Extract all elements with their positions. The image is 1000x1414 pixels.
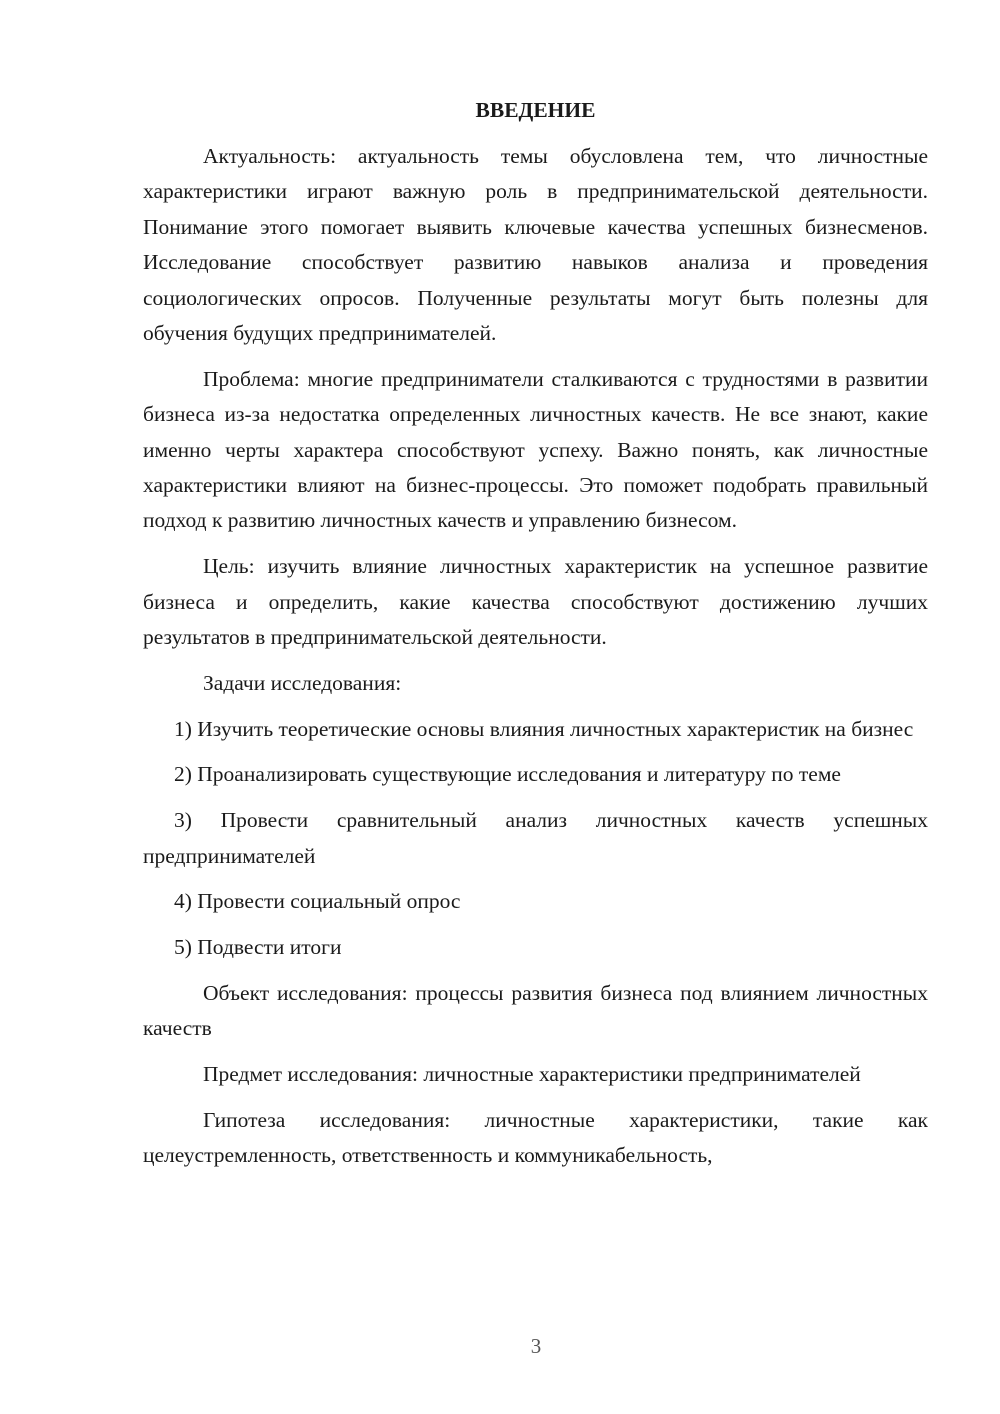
document-page bbox=[143, 94, 928, 1184]
goal-paragraph: Цель: изучить влияние личностных характеристик на успешное развитие бизнеса и определить, какие качества способствуют достижению лучших результатов в предпринимательской деятельности. bbox=[143, 554, 928, 650]
page-number: 3 bbox=[530, 1334, 542, 1358]
task-item: 4) Провести социальный опрос bbox=[174, 889, 461, 914]
subject-paragraph: Предмет исследования: личностные характеристики предпринимателей bbox=[203, 1062, 861, 1087]
tasks-heading: Задачи исследования: bbox=[203, 670, 402, 695]
task-item: 5) Подвести итоги bbox=[174, 935, 342, 960]
page-title: ВВЕДЕНИЕ bbox=[475, 98, 596, 122]
hypothesis-paragraph: Гипотеза исследования: личностные характеристики, такие как целеустремленность, ответственность и коммуникабельность, bbox=[143, 1108, 928, 1168]
relevance-paragraph: Актуальность: актуальность темы обусловлена тем, что личностные характеристики играют важную роль в предпринимательской деятельности. Понимание этого помогает выявить ключевые качества успешных бизнесменов. Исследование способствует развитию навыков анализа и проведения социологических опросов. Полученные результаты могут быть полезны для обучения будущих предпринимателей. bbox=[143, 144, 928, 346]
task-item: 3) Провести сравнительный анализ личностных качеств успешных предпринимателей bbox=[143, 808, 928, 868]
problem-paragraph: Проблема: многие предприниматели сталкиваются с трудностями в развитии бизнеса из-за недостатка определенных личностных качеств. Не все знают, какие именно черты характера способствуют успеху. Важно понять, как личностные характеристики влияют на бизнес-процессы. Это поможет подобрать правильный подход к развитию личностных качеств и управлению бизнесом. bbox=[143, 366, 928, 533]
task-item: 2) Проанализировать существующие исследования и литературу по теме bbox=[174, 762, 841, 787]
task-item: 1) Изучить теоретические основы влияния личностных характеристик на бизнес bbox=[174, 716, 914, 741]
object-paragraph: Объект исследования: процессы развития бизнеса под влиянием личностных качеств bbox=[143, 981, 928, 1041]
